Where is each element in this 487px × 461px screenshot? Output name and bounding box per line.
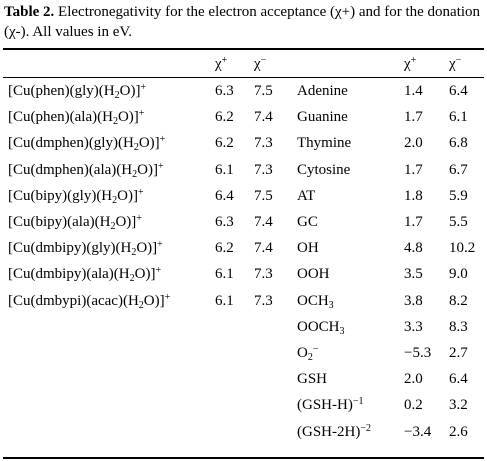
complex-chi-plus: 6.4 bbox=[215, 187, 234, 204]
complex-name: $[Cu(dmphen)(ala)(H_2O)]^+$ bbox=[8, 160, 164, 180]
bottom-rule bbox=[3, 457, 484, 459]
complex-chi-minus: 7.3 bbox=[254, 161, 273, 178]
complex-chi-plus: 6.1 bbox=[215, 161, 234, 178]
species-name: Thymine bbox=[297, 135, 352, 152]
complex-name: $[Cu(dmbipy)(gly)(H_2O)]^+$ bbox=[8, 239, 163, 259]
species-chi-minus: 10.2 bbox=[449, 240, 476, 257]
complex-name: $[Cu(bipy)(ala)(H_2O)]^+$ bbox=[8, 213, 142, 232]
species-chi-minus: 6.4 bbox=[449, 83, 468, 99]
species-name: OH bbox=[297, 240, 319, 257]
header-chi-minus-complexes: χ− bbox=[254, 55, 267, 72]
species-chi-plus: −5.3 bbox=[404, 345, 432, 361]
complex-chi-minus: 7.3 bbox=[254, 292, 273, 309]
complex-chi-plus: 6.2 bbox=[215, 240, 234, 257]
complex-name: $[Cu(phen)(ala)(H_2O)]^+$ bbox=[8, 108, 145, 128]
species-chi-minus: 6.4 bbox=[449, 371, 468, 388]
complex-chi-minus: 7.3 bbox=[254, 266, 273, 283]
table-caption bbox=[4, 2, 484, 42]
species-chi-plus: 1.7 bbox=[404, 214, 423, 230]
complex-chi-plus: 6.1 bbox=[215, 292, 234, 309]
species-chi-plus: 1.7 bbox=[404, 161, 423, 178]
species-chi-minus: 6.1 bbox=[449, 109, 468, 126]
complex-name: $[Cu(phen)(gly)(H_2O)]^+$ bbox=[8, 82, 147, 101]
species-name: $OOCH_3$ bbox=[297, 318, 345, 337]
header-chi-plus-species: χ+ bbox=[404, 55, 417, 72]
complex-name: $[Cu(dmbipy)(ala)(H_2O)]^+$ bbox=[8, 265, 162, 285]
species-chi-minus: 6.8 bbox=[449, 135, 468, 152]
species-name: Cytosine bbox=[297, 161, 351, 178]
complex-chi-minus: 7.4 bbox=[254, 240, 273, 257]
complex-chi-minus: 7.5 bbox=[254, 83, 273, 99]
species-chi-plus: 2.0 bbox=[404, 135, 423, 152]
species-chi-minus: 3.2 bbox=[449, 397, 468, 414]
complex-chi-minus: 7.4 bbox=[254, 109, 273, 126]
complex-chi-plus: 6.3 bbox=[215, 83, 234, 99]
species-name: OOH bbox=[297, 266, 330, 283]
species-chi-plus: 1.8 bbox=[404, 187, 423, 204]
table-label: Table 2. bbox=[4, 4, 55, 20]
species-chi-minus: 5.5 bbox=[449, 214, 468, 230]
header-chi-plus-complexes: χ+ bbox=[215, 55, 228, 72]
species-chi-plus: 1.7 bbox=[404, 109, 423, 126]
species-chi-plus: 3.5 bbox=[404, 266, 423, 283]
species-chi-minus: 2.6 bbox=[449, 423, 468, 440]
species-chi-plus: 2.0 bbox=[404, 371, 423, 388]
complex-chi-minus: 7.3 bbox=[254, 135, 273, 152]
species-name: AT bbox=[297, 187, 316, 204]
species-name: GC bbox=[297, 214, 318, 230]
complex-chi-plus: 6.2 bbox=[215, 135, 234, 152]
complex-chi-plus: 6.3 bbox=[215, 214, 234, 230]
header-rule bbox=[3, 77, 484, 78]
species-name: Adenine bbox=[297, 83, 348, 99]
species-chi-plus: 3.8 bbox=[404, 292, 423, 309]
complex-name: $[Cu(bipy)(gly)(H_2O)]^+$ bbox=[8, 186, 144, 206]
header-chi-minus-species: χ− bbox=[449, 55, 462, 72]
complex-chi-plus: 6.2 bbox=[215, 109, 234, 126]
complex-name: $[Cu(dmphen)(gly)(H_2O)]^+$ bbox=[8, 134, 166, 154]
species-chi-plus: 1.4 bbox=[404, 83, 423, 99]
complex-chi-plus: 6.1 bbox=[215, 266, 234, 283]
species-chi-plus: 4.8 bbox=[404, 240, 423, 257]
complex-chi-minus: 7.5 bbox=[254, 187, 273, 204]
species-name: $O_2^-$ bbox=[297, 344, 319, 363]
species-name: $OCH_3$ bbox=[297, 292, 334, 311]
species-name: Guanine bbox=[297, 109, 348, 126]
species-chi-minus: 9.0 bbox=[449, 266, 468, 283]
top-rule bbox=[3, 48, 484, 50]
species-chi-plus: 0.2 bbox=[404, 397, 423, 414]
species-name: GSH bbox=[297, 371, 328, 388]
species-chi-minus: 2.7 bbox=[449, 345, 468, 361]
species-name: $(GSH-2H)^{-2}$ bbox=[297, 422, 371, 440]
complex-name: $[Cu(dmbypi)(acac)(H_2O)]^+$ bbox=[8, 291, 171, 311]
species-chi-minus: 8.2 bbox=[449, 292, 468, 309]
species-chi-minus: 5.9 bbox=[449, 187, 468, 204]
species-name: $(GSH-H)^{-1}$ bbox=[297, 396, 364, 414]
species-chi-minus: 6.7 bbox=[449, 161, 468, 178]
caption-text: Electronegativity for the electron acceptance (χ+) and for the donation (χ-). All values in eV. bbox=[4, 4, 481, 40]
species-chi-minus: 8.3 bbox=[449, 318, 468, 335]
species-chi-plus: 3.3 bbox=[404, 318, 423, 335]
complex-chi-minus: 7.4 bbox=[254, 214, 273, 230]
species-chi-plus: −3.4 bbox=[404, 423, 432, 440]
